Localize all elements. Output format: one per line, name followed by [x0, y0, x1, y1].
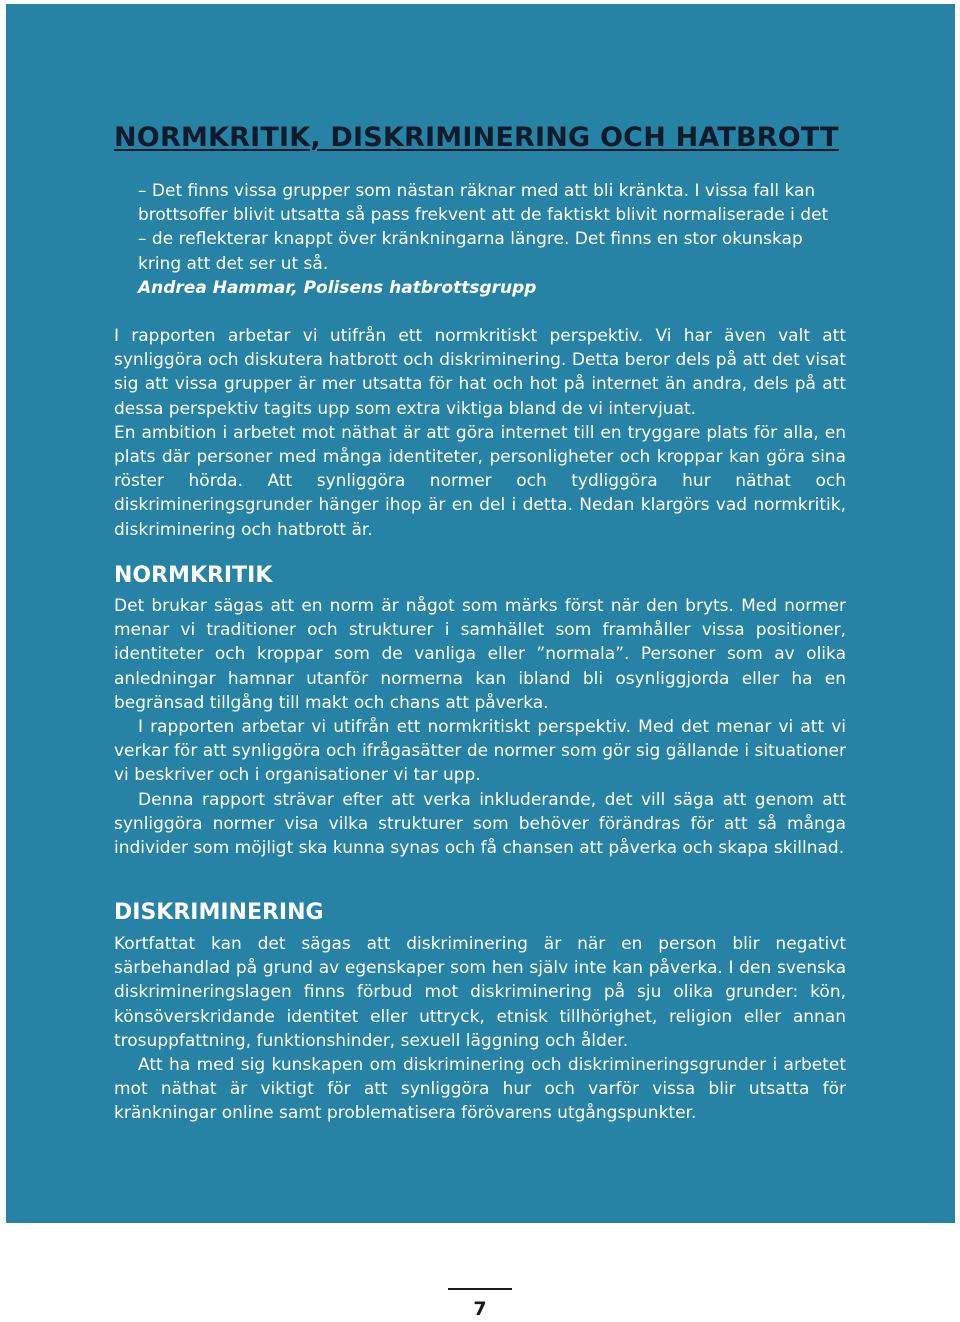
footer-divider [448, 1288, 512, 1290]
normkritik-paragraph-1: Det brukar sägas att en norm är något som märks först när den bryts. Med normer menar vi traditioner och strukturer i samhället som framhåller vissa positioner, identiteter och kroppar som de vanliga eller ”normala”. Personer som av olika anledningar hamnar utanför normerna kan ibland bli osynliggjorda eller ha en begränsad tillgång till makt och chans att påverka. [114, 596, 846, 713]
normkritik-paragraph-2: I rapporten arbetar vi utifrån ett normkritiskt perspektiv. Med det menar vi att vi verkar för att synliggöra och ifrågasätter de normer som gör sig gällande i situationer vi beskriver och i organisationer vi tar upp. [114, 717, 846, 786]
diskriminering-section [114, 932, 846, 1126]
normkritik-section [114, 594, 846, 860]
quote-attribution: Andrea Hammar, Polisens hatbrottsgrupp [138, 278, 537, 298]
page-title: NORMKRITIK, DISKRIMINERING OCH HATBROTT [114, 122, 839, 153]
intro-paragraph-2: En ambition i arbetet mot näthat är att göra internet till en tryggare plats för alla, en plats där personer med många identiteter, personligheter och kroppar kan göra sina röster hörda. Att synliggöra normer och tydliggöra hur näthat och diskrimineringsgrunder hänger ihop är en del i detta. Nedan klargörs vad normkritik, diskriminering och hatbrott är. [114, 422, 846, 540]
section-heading-normkritik: NORMKRITIK [114, 563, 273, 588]
intro-paragraph-1: I rapporten arbetar vi utifrån ett normkritiskt perspektiv. Vi har även valt att synliggöra och diskutera hatbrott och diskriminering. Detta beror dels på att det visat sig att vissa grupper är mer utsatta för hat och hot på internet än andra, dels på att dessa perspektiv tagits upp som extra viktiga bland de vi intervjuat. [114, 326, 846, 419]
page-number: 7 [473, 1298, 487, 1320]
diskriminering-paragraph-1: Kortfattat kan det sägas att diskriminering är när en person blir negativt särbehandlad på grund av egenskaper som hen själv inte kan påverka. I den svenska diskrimineringslagen finns förbud mot diskriminering på sju olika grunder: kön, könsöverskridande identitet eller uttryck, etnisk tillhörighet, religion eller annan trosuppfattning, funktionshinder, sexuell läggning och ålder. [114, 934, 846, 1051]
diskriminering-paragraph-2: Att ha med sig kunskapen om diskriminering och diskrimineringsgrunder i arbetet mot näthat är viktigt för att synliggöra hur och varför vissa blir utsatta för kränkningar online samt problematisera förövarens utgångspunkter. [114, 1055, 846, 1124]
section-heading-diskriminering: DISKRIMINERING [114, 900, 324, 925]
interview-quote: – Det finns vissa grupper som nästan räknar med att bli kränkta. I vissa fall kan brottsoffer blivit utsatta så pass frekvent att de faktiskt blivit normaliserade i det – de reflekterar knappt över kränkningarna längre. Det finns en stor okunskap kring att det ser ut så. [138, 181, 829, 274]
normkritik-paragraph-3: Denna rapport strävar efter att verka inkluderande, det vill säga att genom att synliggöra normer visa vilka strukturer som behöver förändras för att så många individer som möjligt ska kunna synas och få chansen att påverka och skapa skillnad. [114, 789, 846, 859]
intro-section [114, 324, 846, 542]
